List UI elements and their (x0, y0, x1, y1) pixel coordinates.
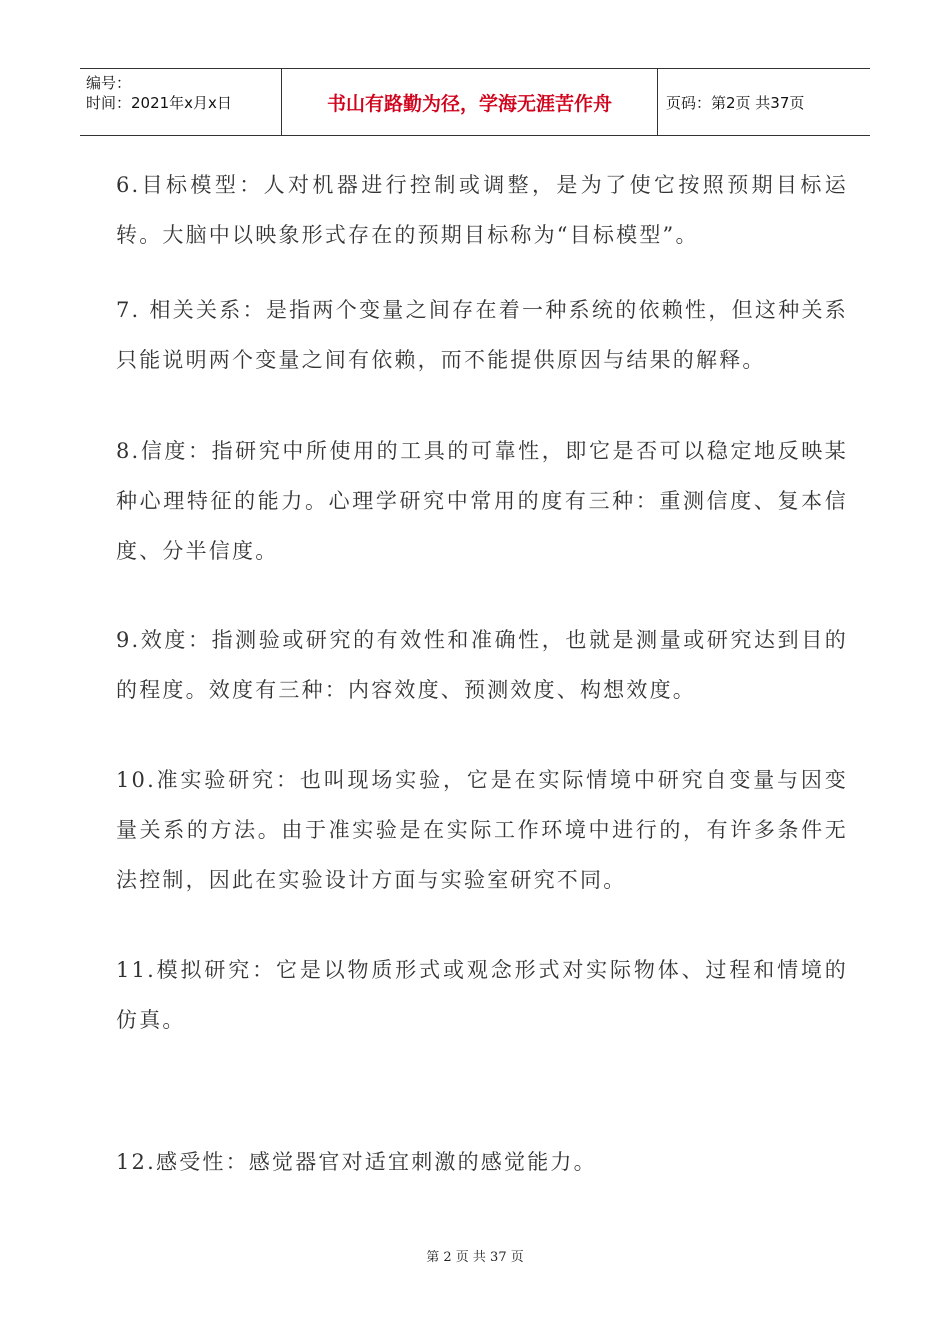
page-header (80, 68, 870, 136)
serial-number-label: 编号： (86, 74, 132, 92)
paragraph-8: 8.信度：指研究中所使用的工具的可靠性，即它是否可以稳定地反映某种心理特征的能力。心理学研究中常用的度有三种：重测信度、复本信度、分半信度。 (116, 439, 848, 563)
paragraph-12: 12.感受性：感觉器官对适宜刺激的感觉能力。 (116, 1150, 597, 1174)
header-motto: 书山有路勤为径，学海无涯苦作舟 (282, 69, 658, 135)
header-page-info: 页码：第2页 共37页 (666, 93, 805, 112)
paragraph-6: 6.目标模型：人对机器进行控制或调整，是为了使它按照预期目标运转。大脑中以映象形式存在的预期目标称为“目标模型”。 (116, 173, 848, 247)
paragraph-9: 9.效度：指测验或研究的有效性和准确性，也就是测量或研究达到目的的程度。效度有三种：内容效度、预测效度、构想效度。 (116, 628, 848, 702)
document-body (116, 160, 848, 1187)
paragraph-11: 11.模拟研究：它是以物质形式或观念形式对实际物体、过程和情境的仿真。 (116, 958, 848, 1032)
header-meta (80, 69, 282, 135)
paragraph-10: 10.准实验研究：也叫现场实验，它是在实际情境中研究自变量与因变量关系的方法。由于准实验是在实际工作环境中进行的，有许多条件无法控制，因此在实验设计方面与实验室研究不同。 (116, 768, 848, 892)
paragraph-7: 7. 相关关系：是指两个变量之间存在着一种系统的依赖性，但这种关系只能说明两个变量之间有依赖，而不能提供原因与结果的解释。 (116, 298, 848, 372)
page-footer: 第 2 页 共 37 页 (426, 1250, 524, 1265)
time-label: 时间：2021年x月x日 (86, 94, 232, 112)
